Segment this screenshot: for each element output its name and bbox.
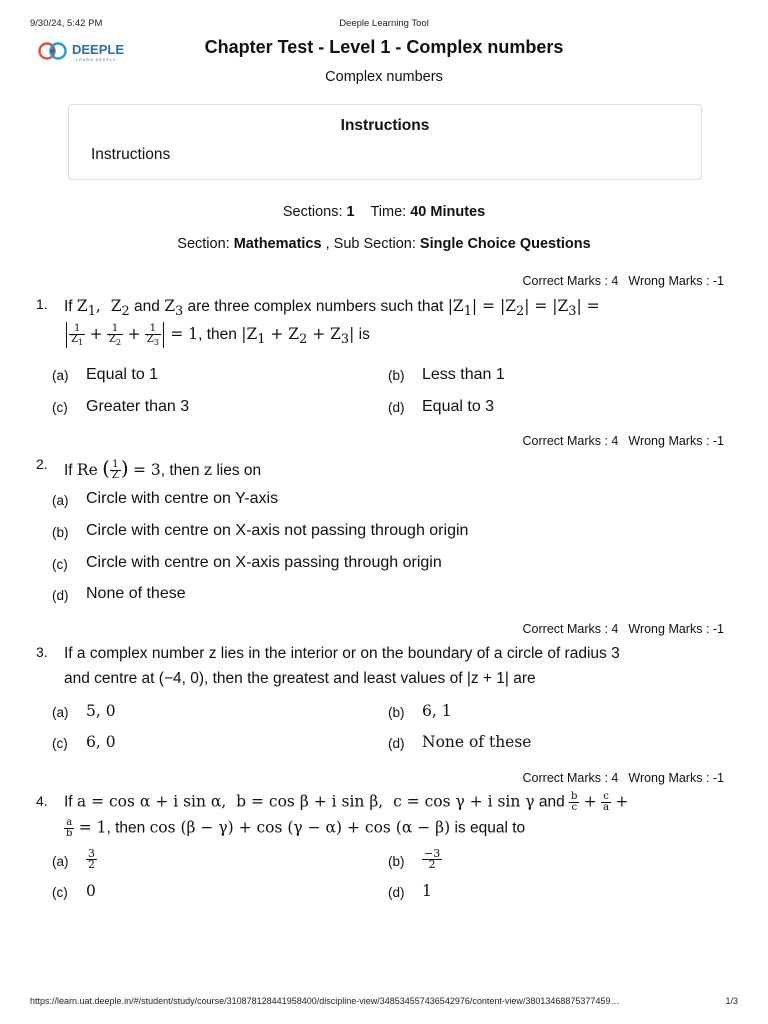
option-text: 6, 1 <box>422 702 452 720</box>
question-number: 4. <box>36 793 48 809</box>
option-label: (a) <box>52 493 69 508</box>
print-site-title: Deeple Learning Tool <box>339 18 429 29</box>
print-page-number: 1/3 <box>725 996 738 1006</box>
question-4-text: If a = cos α + i sin α, b = cos β + i sin β, c = cos γ + i sin γ and $\frac{b}{c}$ + $\frac{c}{a}$ + <box>64 791 629 813</box>
option-text: $\frac{3}{2}$ <box>88 847 95 871</box>
question-2-text: If Re ( $\frac{1}{Z}$ ) = 3, then z lies on <box>64 456 262 482</box>
option-label: (b) <box>388 854 405 869</box>
instructions-heading: Instructions <box>340 117 430 134</box>
page-subtitle: Complex numbers <box>325 69 443 85</box>
section-value: Mathematics <box>233 236 322 252</box>
option-label: (a) <box>52 705 69 720</box>
option-label: (c) <box>52 736 68 751</box>
question-number: 1. <box>36 296 48 312</box>
option-label: (d) <box>388 400 405 415</box>
svg-text:LEARN DEEPLY: LEARN DEEPLY <box>76 58 117 62</box>
instructions-box <box>68 104 702 180</box>
option-text: Circle with centre on X-axis not passing through origin <box>86 522 469 539</box>
subsection-value: Single Choice Questions <box>419 236 591 252</box>
sections-time-line <box>0 204 768 220</box>
print-datetime: 9/30/24, 5:42 PM <box>30 18 103 29</box>
page-title: Chapter Test - Level 1 - Complex numbers <box>204 37 564 57</box>
time-value: 40 Minutes <box>410 204 486 220</box>
question-number: 2. <box>36 456 48 472</box>
option-label: (d) <box>388 885 405 900</box>
marks-info: Correct Marks : 4 Wrong Marks : -1 <box>522 771 724 785</box>
option-text: 1 <box>422 882 432 900</box>
question-1-text: If $Z_1$, $Z_2$ and $Z_3$ are three complex numbers such that $|Z_1| = |Z_2| = |Z_3|$ = <box>64 297 600 320</box>
question-3-text-line2: and centre at (−4, 0), then the greatest and least values of |z + 1| are <box>64 670 536 687</box>
option-text: Equal to 1 <box>86 366 159 383</box>
marks-info: Correct Marks : 4 Wrong Marks : -1 <box>522 434 724 448</box>
option-text: 0 <box>86 882 96 900</box>
option-label: (b) <box>388 705 405 720</box>
question-4-text-line2: $\frac{a}{b}$ = 1, then cos (β − γ) + cos (γ − α) + cos (α − β) is equal to <box>66 817 526 839</box>
option-label: (b) <box>52 525 69 540</box>
option-label: (a) <box>52 368 69 383</box>
instructions-body: Instructions <box>91 146 171 163</box>
option-label: (d) <box>52 588 69 603</box>
option-text: Less than 1 <box>422 366 505 383</box>
option-text: Circle with centre on Y-axis <box>86 490 279 507</box>
option-label: (b) <box>388 368 405 383</box>
question-1-text-line2: $\frac{1}{Z_1}$ + $\frac{1}{Z_2}$ + $\frac{1}{Z_3}$ = 1, then $|Z_1 + Z_2 + Z_3|$ is <box>64 322 370 348</box>
question-3-text: If a complex number z lies in the interior or on the boundary of a circle of radius 3 <box>64 645 620 662</box>
option-text: $\frac{-3}{2}$ <box>424 847 441 871</box>
option-label: (a) <box>52 854 69 869</box>
section-label: Section: <box>177 236 230 252</box>
sections-value: 1 <box>346 204 355 220</box>
option-text: Equal to 3 <box>422 398 495 415</box>
option-label: (d) <box>388 736 405 751</box>
option-label: (c) <box>52 557 68 572</box>
option-text: Greater than 3 <box>86 398 190 415</box>
marks-info: Correct Marks : 4 Wrong Marks : -1 <box>522 274 724 288</box>
time-label: Time: <box>370 204 407 220</box>
option-text: Circle with centre on X-axis passing through origin <box>86 554 442 571</box>
option-label: (c) <box>52 885 68 900</box>
option-text: None of these <box>422 733 532 751</box>
option-text: 6, 0 <box>86 733 116 751</box>
option-label: (c) <box>52 400 68 415</box>
section-line <box>0 236 768 252</box>
question-number: 3. <box>36 644 48 660</box>
marks-info: Correct Marks : 4 Wrong Marks : -1 <box>522 622 724 636</box>
option-text: None of these <box>86 585 186 602</box>
svg-text:DEEPLE: DEEPLE <box>72 42 125 57</box>
subsection-label: , Sub Section: <box>325 236 416 252</box>
print-url: https://learn.uat.deeple.in/#/student/study/course/310878128441958400/discipline-view/348534557436542976/content-view/38013468875377459… <box>30 996 620 1006</box>
option-text: 5, 0 <box>86 702 116 720</box>
sections-label: Sections: <box>282 204 343 220</box>
